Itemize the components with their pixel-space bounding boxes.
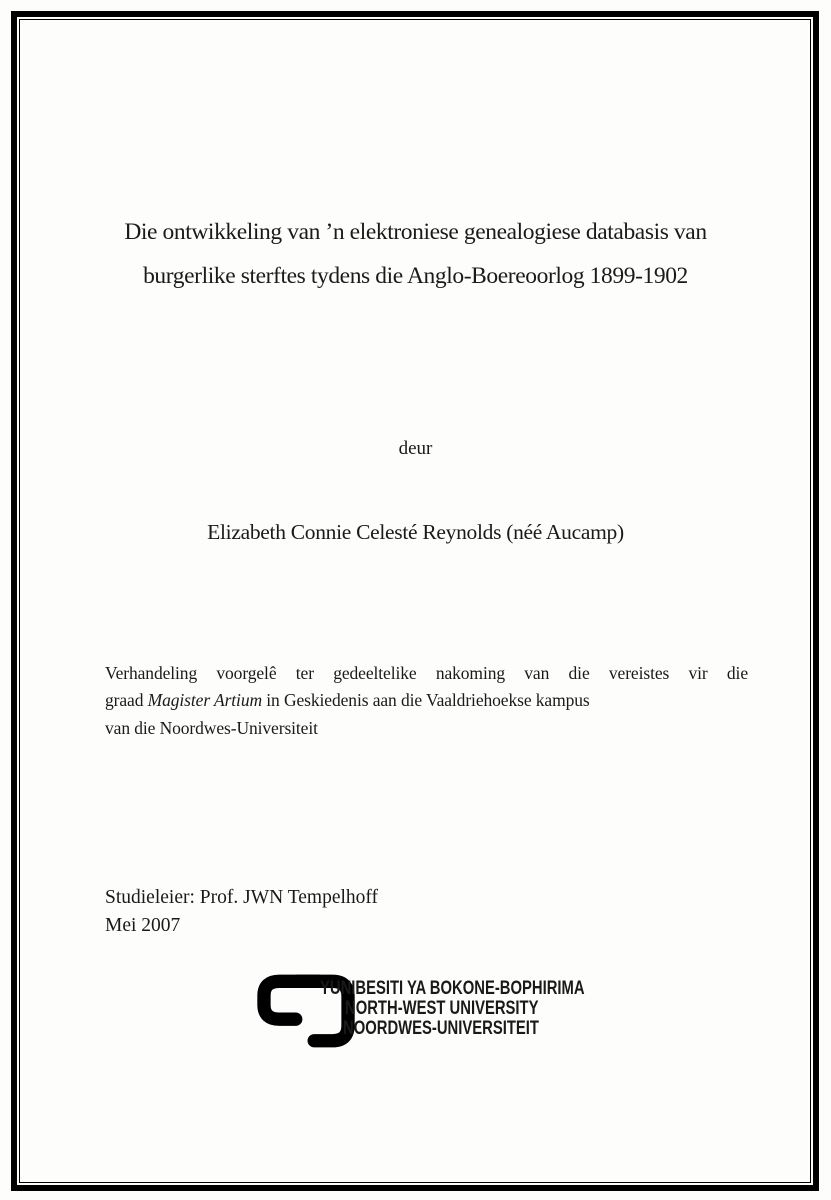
thesis-title (40, 210, 791, 298)
supervisor-block (105, 884, 378, 939)
degree-name: Magister Artium (147, 690, 263, 711)
thesis-title-line2: burgerlike sterftes tydens die Anglo-Boereoorlog 1899-1902 (143, 263, 688, 289)
submission-line1: Verhandeling voorgelê ter gedeeltelike nakoming van die vereistes vir die (105, 663, 748, 683)
university-logo (254, 970, 584, 1054)
university-name-afrikaans: NOORDWES-UNIVERSITEIT (343, 1018, 539, 1039)
date-line: Mei 2007 (105, 914, 181, 936)
university-name-setswana: YUNIBESITI YA BOKONE-BOPHIRIMA (320, 978, 585, 999)
byline-label: deur (398, 438, 433, 459)
submission-line2-suffix: in Geskiedenis aan die Vaaldriehoekse kampus (262, 690, 590, 711)
author-name: Elizabeth Connie Celesté Reynolds (néé Aucamp) (207, 520, 624, 544)
supervisor-line: Studieleier: Prof. JWN Tempelhoff (105, 887, 379, 908)
submission-line2-prefix: graad (105, 690, 148, 711)
submission-line3: van die Noordwes-Universiteit (105, 717, 318, 738)
thesis-title-line1: Die ontwikkeling van ’n elektroniese genealogiese databasis van (124, 219, 707, 245)
university-name-english: NORTH-WEST UNIVERSITY (345, 998, 539, 1019)
submission-line2 (105, 687, 748, 714)
submission-statement (105, 660, 748, 742)
